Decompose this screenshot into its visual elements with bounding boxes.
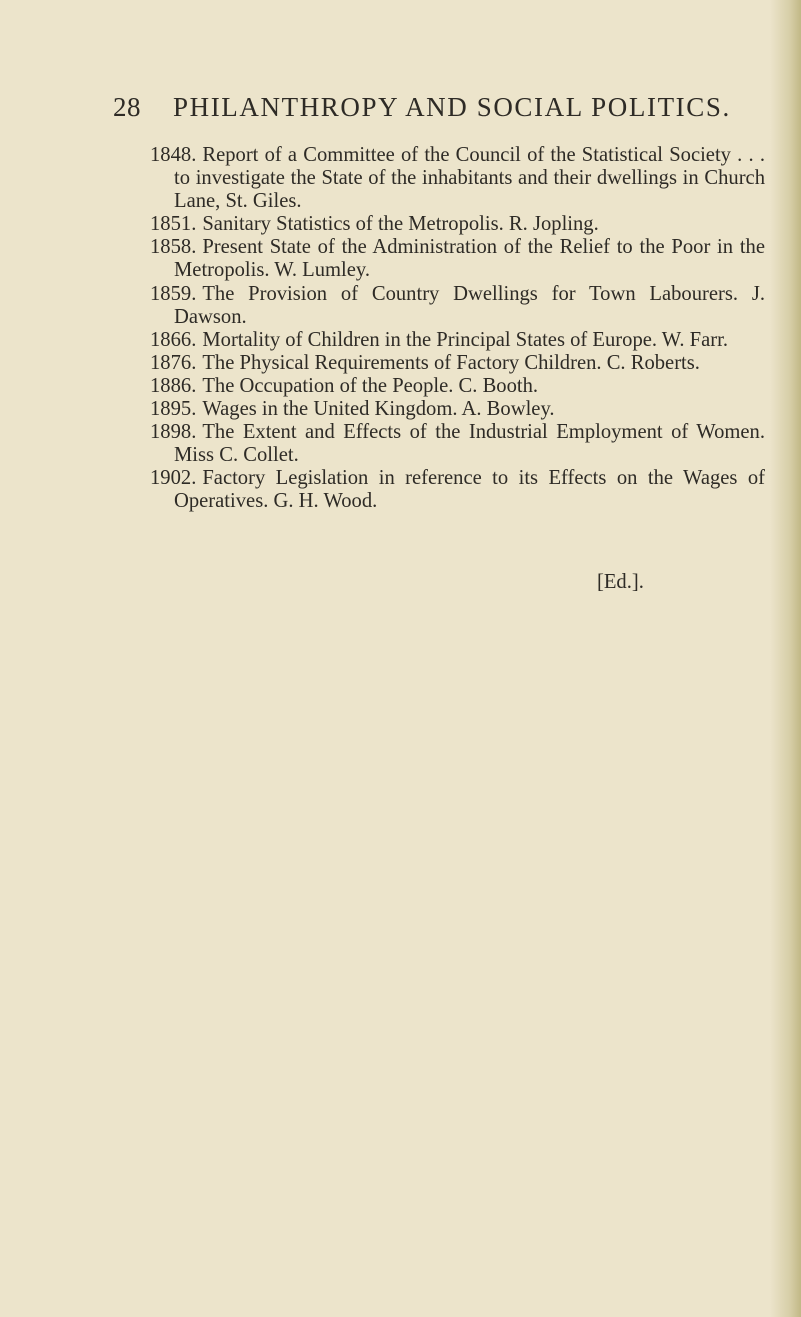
list-item — [150, 467, 765, 513]
list-item — [150, 421, 765, 467]
entry-text: The Extent and Effects of the Industrial Employment of Women. Miss C. Collet. — [174, 421, 765, 467]
page-number: 28 — [113, 92, 141, 122]
bibliography-list — [150, 144, 765, 514]
entry-year: 1886. — [150, 374, 197, 397]
entry-year: 1895. — [150, 398, 197, 421]
running-head — [0, 92, 801, 136]
entry-text: The Physical Requirements of Factory Children. C. Roberts. — [202, 351, 700, 374]
entry-text: Mortality of Children in the Principal States of Europe. W. Farr. — [202, 328, 728, 351]
entry-text: The Occupation of the People. C. Booth. — [202, 374, 539, 397]
entry-year: 1859. — [150, 282, 197, 305]
entry-text: Present State of the Administration of the Relief to the Poor in the Metropolis. W. Lumley. — [174, 236, 765, 282]
entry-text: The Provision of Country Dwellings for Town Labourers. J. Dawson. — [174, 282, 765, 328]
entry-year: 1848. — [150, 144, 197, 166]
entry-year: 1858. — [150, 236, 197, 259]
entry-text: Sanitary Statistics of the Metropolis. R. Jopling. — [202, 213, 599, 236]
entry-year: 1898. — [150, 421, 197, 444]
entry-text: Wages in the United Kingdom. A. Bowley. — [202, 398, 555, 421]
entry-text: Report of a Committee of the Council of the Statistical Society . . . to investigate the State of the inhabitants and their dwellings in Church Lane, St. Giles. — [174, 144, 765, 213]
list-item — [150, 213, 765, 236]
list-item — [150, 236, 765, 282]
running-title: PHILANTHROPY AND SOCIAL POLITICS. — [173, 92, 731, 122]
list-item — [150, 144, 765, 213]
entry-year: 1876. — [150, 351, 197, 374]
list-item — [150, 329, 765, 352]
entry-year: 1902. — [150, 467, 197, 490]
list-item — [150, 398, 765, 421]
entry-year: 1866. — [150, 328, 197, 351]
list-item — [150, 375, 765, 398]
entry-text: Factory Legislation in reference to its Effects on the Wages of Operatives. G. H. Wood. — [174, 467, 765, 513]
editor-mark: [Ed.]. — [597, 571, 644, 593]
entry-year: 1851. — [150, 213, 197, 236]
list-item — [150, 352, 765, 375]
list-item — [150, 283, 765, 329]
